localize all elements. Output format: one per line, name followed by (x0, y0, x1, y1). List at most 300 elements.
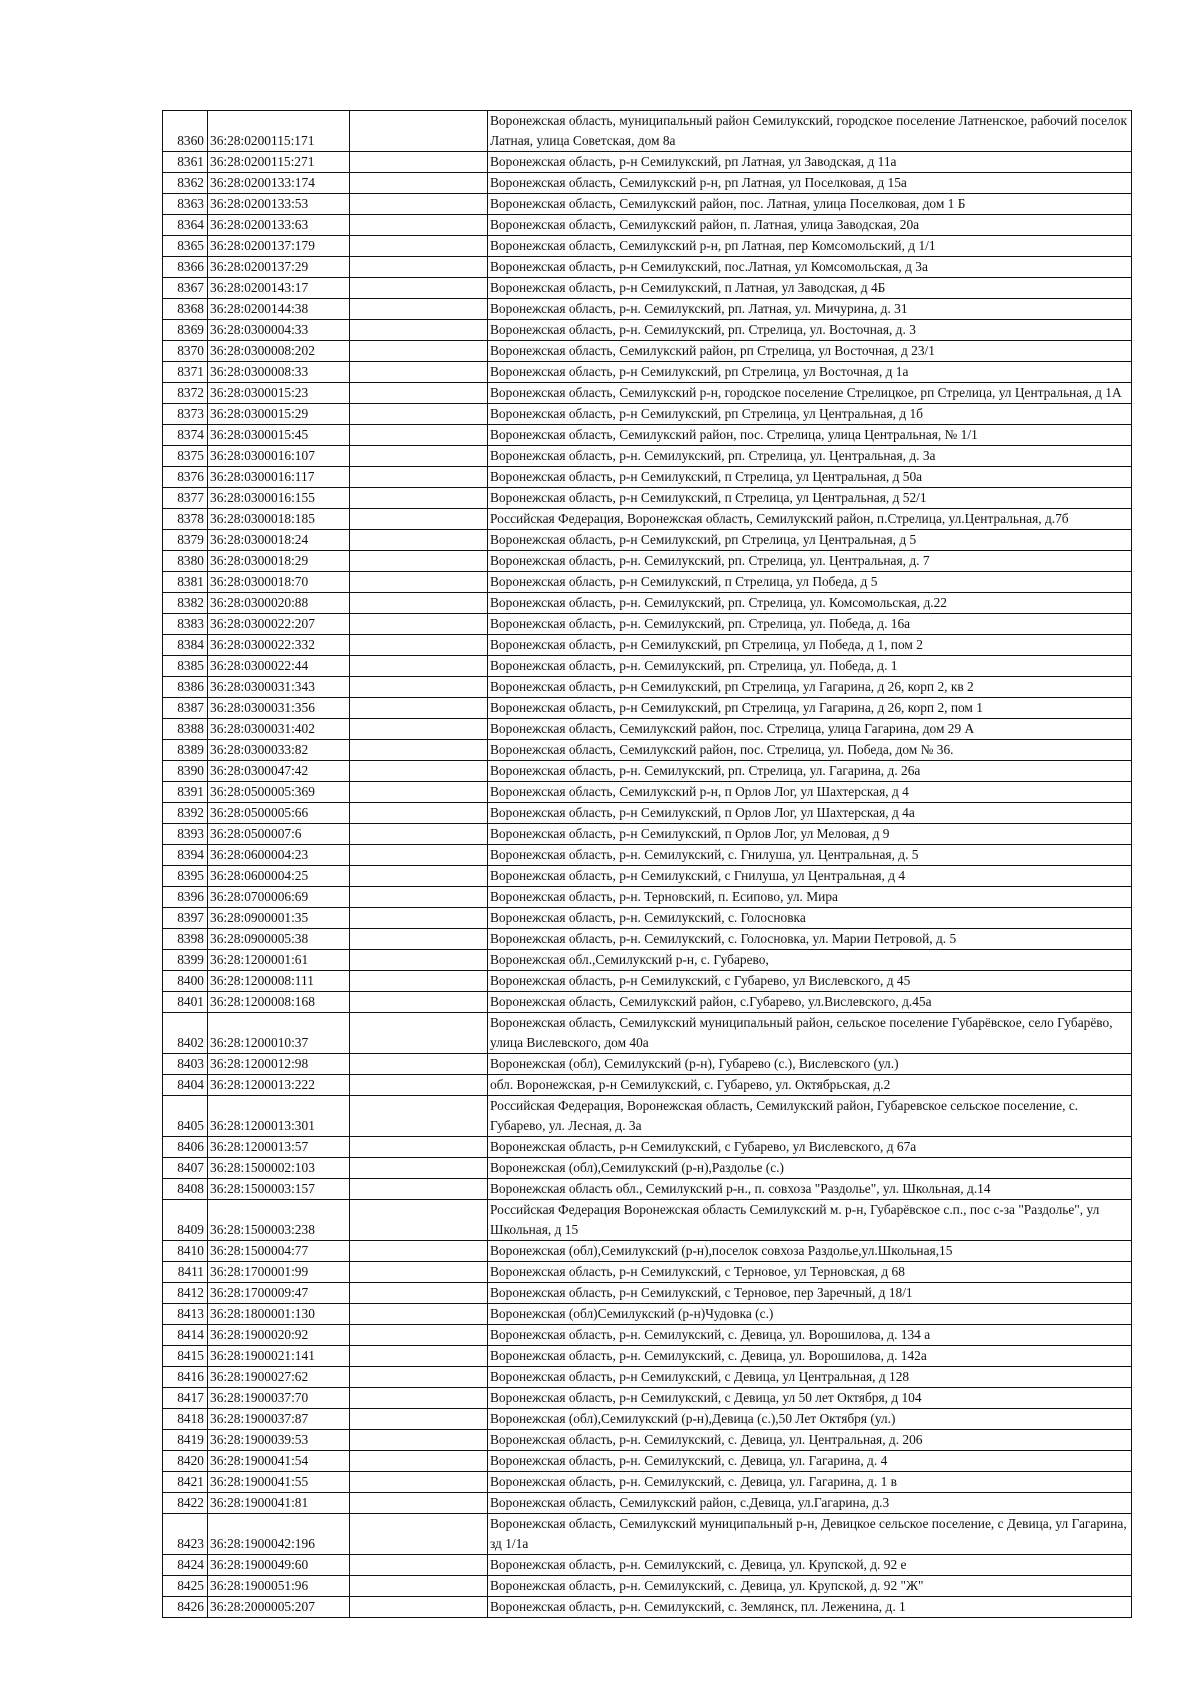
address-cell: Воронежская область, р-н. Семилукский, с. Девица, ул. Ворошилова, д. 134 а (488, 1325, 1132, 1346)
row-number-cell: 8405 (163, 1096, 208, 1137)
cadastral-number-cell: 36:28:0300008:33 (208, 362, 350, 383)
address-cell: Воронежская область, р-н. Семилукский, рп. Стрелица, ул. Восточная, д. 3 (488, 320, 1132, 341)
address-cell: Воронежская (обл), Семилукский (р-н), Губарево (с.), Вислевского (ул.) (488, 1054, 1132, 1075)
empty-cell (350, 257, 488, 278)
cadastral-number-cell: 36:28:1500004:77 (208, 1241, 350, 1262)
address-cell: Воронежская область, р-н. Семилукский, с. Голосновка (488, 908, 1132, 929)
table-row (163, 1346, 1132, 1367)
row-number-cell: 8401 (163, 992, 208, 1013)
cadastral-number-cell: 36:28:1900049:60 (208, 1555, 350, 1576)
cadastral-number-cell: 36:28:1200008:111 (208, 971, 350, 992)
table-row (163, 1158, 1132, 1179)
row-number-cell: 8416 (163, 1367, 208, 1388)
table-row (163, 698, 1132, 719)
row-number-cell: 8414 (163, 1325, 208, 1346)
empty-cell (350, 152, 488, 173)
table-row (163, 1409, 1132, 1430)
cadastral-number-cell: 36:28:1900037:70 (208, 1388, 350, 1409)
row-number-cell: 8395 (163, 866, 208, 887)
empty-cell (350, 1430, 488, 1451)
address-cell: Воронежская область, р-н. Семилукский, рп. Стрелица, ул. Центральная, д. 7 (488, 551, 1132, 572)
address-cell: Воронежская область, р-н Семилукский, рп Стрелица, ул Гагарина, д 26, корп 2, кв 2 (488, 677, 1132, 698)
row-number-cell: 8386 (163, 677, 208, 698)
table-row (163, 803, 1132, 824)
row-number-cell: 8360 (163, 111, 208, 152)
cadastral-number-cell: 36:28:1900039:53 (208, 1430, 350, 1451)
table-row (163, 1304, 1132, 1325)
table-row (163, 404, 1132, 425)
row-number-cell: 8370 (163, 341, 208, 362)
table-row (163, 740, 1132, 761)
cadastral-number-cell: 36:28:0500005:369 (208, 782, 350, 803)
row-number-cell: 8424 (163, 1555, 208, 1576)
empty-cell (350, 111, 488, 152)
cadastral-number-cell: 36:28:0300031:402 (208, 719, 350, 740)
table-row (163, 866, 1132, 887)
row-number-cell: 8384 (163, 635, 208, 656)
empty-cell (350, 1472, 488, 1493)
empty-cell (350, 1054, 488, 1075)
empty-cell (350, 1346, 488, 1367)
address-cell: Российская Федерация, Воронежская область, Семилукский район, Губаревское сельское поселение, с. Губарево, ул. Лесная, д. 3а (488, 1096, 1132, 1137)
row-number-cell: 8392 (163, 803, 208, 824)
address-cell: Российская Федерация, Воронежская область, Семилукский район, п.Стрелица, ул.Центральная, д.7б (488, 509, 1132, 530)
address-cell: обл. Воронежская, р-н Семилукский, с. Губарево, ул. Октябрьская, д.2 (488, 1075, 1132, 1096)
address-cell: Воронежская (обл),Семилукский (р-н),Девица (с.),50 Лет Октября (ул.) (488, 1409, 1132, 1430)
empty-cell (350, 803, 488, 824)
table-row (163, 111, 1132, 152)
address-cell: Воронежская область, р-н Семилукский, рп Стрелица, ул Победа, д 1, пом 2 (488, 635, 1132, 656)
cadastral-number-cell: 36:28:1900042:196 (208, 1514, 350, 1555)
cadastral-number-cell: 36:28:0200137:179 (208, 236, 350, 257)
cadastral-number-cell: 36:28:0200137:29 (208, 257, 350, 278)
table-row (163, 152, 1132, 173)
cadastral-number-cell: 36:28:0300016:107 (208, 446, 350, 467)
empty-cell (350, 425, 488, 446)
document-page (162, 110, 1131, 1618)
address-cell: Воронежская область, Семилукский район, с.Девица, ул.Гагарина, д.3 (488, 1493, 1132, 1514)
cadastral-number-cell: 36:28:0900001:35 (208, 908, 350, 929)
address-cell: Воронежская область, р-н Семилукский, с Девица, ул 50 лет Октября, д 104 (488, 1388, 1132, 1409)
cadastral-number-cell: 36:28:1900037:87 (208, 1409, 350, 1430)
row-number-cell: 8396 (163, 887, 208, 908)
cadastral-number-cell: 36:28:0600004:23 (208, 845, 350, 866)
cadastral-number-cell: 36:28:0300031:343 (208, 677, 350, 698)
address-cell: Воронежская область, Семилукский район, пос. Латная, улица Поселковая, дом 1 Б (488, 194, 1132, 215)
row-number-cell: 8367 (163, 278, 208, 299)
cadastral-number-cell: 36:28:1200001:61 (208, 950, 350, 971)
empty-cell (350, 467, 488, 488)
table-row (163, 509, 1132, 530)
cadastral-number-cell: 36:28:0300022:207 (208, 614, 350, 635)
cadastral-number-cell: 36:28:1900041:55 (208, 1472, 350, 1493)
address-cell: Воронежская область, р-н Семилукский, рп Латная, ул Заводская, д 11а (488, 152, 1132, 173)
cadastral-number-cell: 36:28:0300020:88 (208, 593, 350, 614)
table-row (163, 1451, 1132, 1472)
row-number-cell: 8378 (163, 509, 208, 530)
row-number-cell: 8425 (163, 1576, 208, 1597)
row-number-cell: 8380 (163, 551, 208, 572)
row-number-cell: 8418 (163, 1409, 208, 1430)
cadastral-number-cell: 36:28:0300031:356 (208, 698, 350, 719)
empty-cell (350, 698, 488, 719)
cadastral-number-cell: 36:28:0200115:171 (208, 111, 350, 152)
empty-cell (350, 656, 488, 677)
row-number-cell: 8399 (163, 950, 208, 971)
address-cell: Воронежская область, р-н. Семилукский, рп. Стрелица, ул. Победа, д. 1 (488, 656, 1132, 677)
row-number-cell: 8388 (163, 719, 208, 740)
empty-cell (350, 488, 488, 509)
row-number-cell: 8426 (163, 1597, 208, 1618)
row-number-cell: 8417 (163, 1388, 208, 1409)
empty-cell (350, 635, 488, 656)
row-number-cell: 8407 (163, 1158, 208, 1179)
cadastral-number-cell: 36:28:0300008:202 (208, 341, 350, 362)
empty-cell (350, 299, 488, 320)
cadastral-number-cell: 36:28:0600004:25 (208, 866, 350, 887)
cadastral-number-cell: 36:28:2000005:207 (208, 1597, 350, 1618)
address-cell: Воронежская область, р-н. Семилукский, рп. Стрелица, ул. Гагарина, д. 26а (488, 761, 1132, 782)
empty-cell (350, 173, 488, 194)
cadastral-number-cell: 36:28:0300018:29 (208, 551, 350, 572)
address-cell: Воронежская область обл., Семилукский р-н., п. совхоза "Раздолье", ул. Школьная, д.14 (488, 1179, 1132, 1200)
row-number-cell: 8362 (163, 173, 208, 194)
empty-cell (350, 677, 488, 698)
property-registry-table (162, 110, 1132, 1618)
cadastral-number-cell: 36:28:0500007:6 (208, 824, 350, 845)
cadastral-number-cell: 36:28:1900051:96 (208, 1576, 350, 1597)
cadastral-number-cell: 36:28:0300016:117 (208, 467, 350, 488)
table-row (163, 1493, 1132, 1514)
row-number-cell: 8400 (163, 971, 208, 992)
empty-cell (350, 908, 488, 929)
address-cell: Воронежская область, р-н. Семилукский, с. Девица, ул. Гагарина, д. 4 (488, 1451, 1132, 1472)
row-number-cell: 8415 (163, 1346, 208, 1367)
row-number-cell: 8391 (163, 782, 208, 803)
empty-cell (350, 1137, 488, 1158)
empty-cell (350, 929, 488, 950)
table-row (163, 1472, 1132, 1493)
empty-cell (350, 1576, 488, 1597)
table-row (163, 425, 1132, 446)
cadastral-number-cell: 36:28:1200013:301 (208, 1096, 350, 1137)
empty-cell (350, 383, 488, 404)
row-number-cell: 8363 (163, 194, 208, 215)
table-row (163, 929, 1132, 950)
address-cell: Воронежская область, Семилукский район, рп Стрелица, ул Восточная, д 23/1 (488, 341, 1132, 362)
table-row (163, 551, 1132, 572)
row-number-cell: 8404 (163, 1075, 208, 1096)
cadastral-number-cell: 36:28:1200008:168 (208, 992, 350, 1013)
address-cell: Воронежская область, р-н. Семилукский, с. Голосновка, ул. Марии Петровой, д. 5 (488, 929, 1132, 950)
cadastral-number-cell: 36:28:0300004:33 (208, 320, 350, 341)
empty-cell (350, 950, 488, 971)
table-row (163, 950, 1132, 971)
address-cell: Воронежская область, Семилукский р-н, п Орлов Лог, ул Шахтерская, д 4 (488, 782, 1132, 803)
row-number-cell: 8398 (163, 929, 208, 950)
table-row (163, 362, 1132, 383)
cadastral-number-cell: 36:28:0300047:42 (208, 761, 350, 782)
cadastral-number-cell: 36:28:0300015:23 (208, 383, 350, 404)
empty-cell (350, 341, 488, 362)
empty-cell (350, 1200, 488, 1241)
table-row (163, 1367, 1132, 1388)
address-cell: Воронежская область, р-н. Семилукский, с. Девица, ул. Крупской, д. 92 е (488, 1555, 1132, 1576)
address-cell: Воронежская область, р-н Семилукский, с Терновое, ул Терновская, д 68 (488, 1262, 1132, 1283)
row-number-cell: 8389 (163, 740, 208, 761)
cadastral-number-cell: 36:28:0300016:155 (208, 488, 350, 509)
cadastral-number-cell: 36:28:1900027:62 (208, 1367, 350, 1388)
address-cell: Воронежская область, р-н. Семилукский, рп. Стрелица, ул. Победа, д. 16а (488, 614, 1132, 635)
row-number-cell: 8366 (163, 257, 208, 278)
row-number-cell: 8385 (163, 656, 208, 677)
address-cell: Воронежская область, р-н. Семилукский, с. Девица, ул. Крупской, д. 92 "Ж" (488, 1576, 1132, 1597)
table-row (163, 971, 1132, 992)
row-number-cell: 8387 (163, 698, 208, 719)
empty-cell (350, 1514, 488, 1555)
empty-cell (350, 1179, 488, 1200)
empty-cell (350, 1325, 488, 1346)
row-number-cell: 8394 (163, 845, 208, 866)
cadastral-number-cell: 36:28:1500003:238 (208, 1200, 350, 1241)
row-number-cell: 8411 (163, 1262, 208, 1283)
empty-cell (350, 278, 488, 299)
empty-cell (350, 1283, 488, 1304)
row-number-cell: 8369 (163, 320, 208, 341)
address-cell: Воронежская область, р-н. Семилукский, с. Девица, ул. Центральная, д. 206 (488, 1430, 1132, 1451)
cadastral-number-cell: 36:28:1900041:54 (208, 1451, 350, 1472)
table-row (163, 677, 1132, 698)
empty-cell (350, 845, 488, 866)
row-number-cell: 8423 (163, 1514, 208, 1555)
row-number-cell: 8409 (163, 1200, 208, 1241)
empty-cell (350, 215, 488, 236)
row-number-cell: 8393 (163, 824, 208, 845)
table-row (163, 572, 1132, 593)
empty-cell (350, 1075, 488, 1096)
table-row (163, 173, 1132, 194)
address-cell: Воронежская область, р-н Семилукский, с Губарево, ул Вислевского, д 45 (488, 971, 1132, 992)
cadastral-number-cell: 36:28:0900005:38 (208, 929, 350, 950)
row-number-cell: 8419 (163, 1430, 208, 1451)
row-number-cell: 8413 (163, 1304, 208, 1325)
table-row (163, 782, 1132, 803)
table-row (163, 1576, 1132, 1597)
cadastral-number-cell: 36:28:0300033:82 (208, 740, 350, 761)
table-row (163, 1388, 1132, 1409)
empty-cell (350, 1451, 488, 1472)
empty-cell (350, 1013, 488, 1054)
empty-cell (350, 887, 488, 908)
table-row (163, 1241, 1132, 1262)
table-row (163, 299, 1132, 320)
address-cell: Воронежская область, р-н Семилукский, п Орлов Лог, ул Шахтерская, д 4а (488, 803, 1132, 824)
address-cell: Воронежская область, Семилукский район, п. Латная, улица Заводская, 20а (488, 215, 1132, 236)
empty-cell (350, 782, 488, 803)
empty-cell (350, 404, 488, 425)
address-cell: Воронежская область, р-н. Семилукский, с. Гнилуша, ул. Центральная, д. 5 (488, 845, 1132, 866)
cadastral-number-cell: 36:28:0200133:63 (208, 215, 350, 236)
empty-cell (350, 509, 488, 530)
empty-cell (350, 551, 488, 572)
empty-cell (350, 1597, 488, 1618)
row-number-cell: 8371 (163, 362, 208, 383)
cadastral-number-cell: 36:28:0200143:17 (208, 278, 350, 299)
cadastral-number-cell: 36:28:1800001:130 (208, 1304, 350, 1325)
table-row (163, 1555, 1132, 1576)
empty-cell (350, 614, 488, 635)
empty-cell (350, 1304, 488, 1325)
row-number-cell: 8412 (163, 1283, 208, 1304)
row-number-cell: 8383 (163, 614, 208, 635)
row-number-cell: 8390 (163, 761, 208, 782)
address-cell: Воронежская область, р-н Семилукский, с Губарево, ул Вислевского, д 67а (488, 1137, 1132, 1158)
address-cell: Воронежская область, р-н. Семилукский, с. Землянск, пл. Леженина, д. 1 (488, 1597, 1132, 1618)
table-row (163, 1325, 1132, 1346)
address-cell: Воронежская область, р-н. Семилукский, рп. Стрелица, ул. Комсомольская, д.22 (488, 593, 1132, 614)
table-row (163, 446, 1132, 467)
address-cell: Воронежская область, р-н. Семилукский, с. Девица, ул. Гагарина, д. 1 в (488, 1472, 1132, 1493)
cadastral-number-cell: 36:28:1900020:92 (208, 1325, 350, 1346)
row-number-cell: 8382 (163, 593, 208, 614)
address-cell: Воронежская область, р-н. Семилукский, рп. Стрелица, ул. Центральная, д. 3а (488, 446, 1132, 467)
row-number-cell: 8408 (163, 1179, 208, 1200)
table-row (163, 194, 1132, 215)
address-cell: Воронежская область, р-н Семилукский, с Гнилуша, ул Центральная, д 4 (488, 866, 1132, 887)
empty-cell (350, 866, 488, 887)
table-row (163, 992, 1132, 1013)
empty-cell (350, 194, 488, 215)
cadastral-number-cell: 36:28:0300018:185 (208, 509, 350, 530)
address-cell: Воронежская область, Семилукский р-н, рп Латная, пер Комсомольский, д 1/1 (488, 236, 1132, 257)
table-row (163, 1200, 1132, 1241)
row-number-cell: 8410 (163, 1241, 208, 1262)
cadastral-number-cell: 36:28:0300018:24 (208, 530, 350, 551)
empty-cell (350, 1555, 488, 1576)
cadastral-number-cell: 36:28:0700006:69 (208, 887, 350, 908)
cadastral-number-cell: 36:28:0300018:70 (208, 572, 350, 593)
empty-cell (350, 1367, 488, 1388)
row-number-cell: 8373 (163, 404, 208, 425)
row-number-cell: 8403 (163, 1054, 208, 1075)
address-cell: Воронежская область, р-н. Семилукский, с. Девица, ул. Ворошилова, д. 142а (488, 1346, 1132, 1367)
cadastral-number-cell: 36:28:0200144:38 (208, 299, 350, 320)
empty-cell (350, 362, 488, 383)
address-cell: Воронежская (обл)Семилукский (р-н)Чудовка (с.) (488, 1304, 1132, 1325)
empty-cell (350, 992, 488, 1013)
cadastral-number-cell: 36:28:1700001:99 (208, 1262, 350, 1283)
cadastral-number-cell: 36:28:1200012:98 (208, 1054, 350, 1075)
empty-cell (350, 236, 488, 257)
address-cell: Воронежская область, р-н Семилукский, п Латная, ул Заводская, д 4Б (488, 278, 1132, 299)
address-cell: Воронежская область, р-н Семилукский, рп Стрелица, ул Восточная, д 1а (488, 362, 1132, 383)
address-cell: Воронежская (обл),Семилукский (р-н),Раздолье (с.) (488, 1158, 1132, 1179)
table-row (163, 824, 1132, 845)
cadastral-number-cell: 36:28:0200133:174 (208, 173, 350, 194)
address-cell: Воронежская область, р-н Семилукский, рп Стрелица, ул Центральная, д 1б (488, 404, 1132, 425)
address-cell: Воронежская область, р-н Семилукский, рп Стрелица, ул Гагарина, д 26, корп 2, пом 1 (488, 698, 1132, 719)
table-row (163, 1013, 1132, 1054)
address-cell: Воронежская обл.,Семилукский р-н, с. Губарево, (488, 950, 1132, 971)
empty-cell (350, 761, 488, 782)
table-row (163, 593, 1132, 614)
row-number-cell: 8368 (163, 299, 208, 320)
row-number-cell: 8364 (163, 215, 208, 236)
table-row (163, 1262, 1132, 1283)
address-cell: Воронежская область, Семилукский район, пос. Стрелица, ул. Победа, дом № 36. (488, 740, 1132, 761)
row-number-cell: 8406 (163, 1137, 208, 1158)
row-number-cell: 8376 (163, 467, 208, 488)
empty-cell (350, 1241, 488, 1262)
table-row (163, 908, 1132, 929)
cadastral-number-cell: 36:28:1900041:81 (208, 1493, 350, 1514)
address-cell: Воронежская область, р-н Семилукский, с Терновое, пер Заречный, д 18/1 (488, 1283, 1132, 1304)
table-row (163, 1283, 1132, 1304)
row-number-cell: 8379 (163, 530, 208, 551)
cadastral-number-cell: 36:28:1200013:222 (208, 1075, 350, 1096)
row-number-cell: 8374 (163, 425, 208, 446)
table-row (163, 761, 1132, 782)
address-cell: Воронежская область, р-н. Терновский, п. Есипово, ул. Мира (488, 887, 1132, 908)
address-cell: Воронежская (обл),Семилукский (р-н),поселок совхоза Раздолье,ул.Школьная,15 (488, 1241, 1132, 1262)
table-row (163, 719, 1132, 740)
cadastral-number-cell: 36:28:0200115:271 (208, 152, 350, 173)
table-row (163, 635, 1132, 656)
address-cell: Воронежская область, р-н Семилукский, п Стрелица, ул Центральная, д 52/1 (488, 488, 1132, 509)
table-row (163, 341, 1132, 362)
address-cell: Воронежская область, р-н Семилукский, п Орлов Лог, ул Меловая, д 9 (488, 824, 1132, 845)
row-number-cell: 8365 (163, 236, 208, 257)
table-row (163, 1179, 1132, 1200)
cadastral-number-cell: 36:28:0300015:29 (208, 404, 350, 425)
address-cell: Воронежская область, р-н Семилукский, пос.Латная, ул Комсомольская, д 3а (488, 257, 1132, 278)
row-number-cell: 8372 (163, 383, 208, 404)
cadastral-number-cell: 36:28:1500003:157 (208, 1179, 350, 1200)
row-number-cell: 8375 (163, 446, 208, 467)
table-row (163, 1075, 1132, 1096)
address-cell: Воронежская область, р-н. Семилукский, рп. Латная, ул. Мичурина, д. 31 (488, 299, 1132, 320)
cadastral-number-cell: 36:28:0300015:45 (208, 425, 350, 446)
cadastral-number-cell: 36:28:1500002:103 (208, 1158, 350, 1179)
table-row (163, 1096, 1132, 1137)
empty-cell (350, 1493, 488, 1514)
address-cell: Воронежская область, р-н Семилукский, п Стрелица, ул Победа, д 5 (488, 572, 1132, 593)
address-cell: Воронежская область, Семилукский район, с.Губарево, ул.Вислевского, д.45а (488, 992, 1132, 1013)
row-number-cell: 8397 (163, 908, 208, 929)
table-row (163, 488, 1132, 509)
table-row (163, 1514, 1132, 1555)
empty-cell (350, 740, 488, 761)
row-number-cell: 8420 (163, 1451, 208, 1472)
empty-cell (350, 1158, 488, 1179)
table-row (163, 215, 1132, 236)
row-number-cell: 8377 (163, 488, 208, 509)
address-cell: Воронежская область, Семилукский р-н, рп Латная, ул Поселковая, д 15а (488, 173, 1132, 194)
table-row (163, 383, 1132, 404)
empty-cell (350, 1262, 488, 1283)
table-row (163, 467, 1132, 488)
empty-cell (350, 1388, 488, 1409)
table-row (163, 845, 1132, 866)
empty-cell (350, 1096, 488, 1137)
table-row (163, 1430, 1132, 1451)
cadastral-number-cell: 36:28:1200010:37 (208, 1013, 350, 1054)
row-number-cell: 8381 (163, 572, 208, 593)
table-row (163, 257, 1132, 278)
empty-cell (350, 446, 488, 467)
empty-cell (350, 530, 488, 551)
table-row (163, 1137, 1132, 1158)
